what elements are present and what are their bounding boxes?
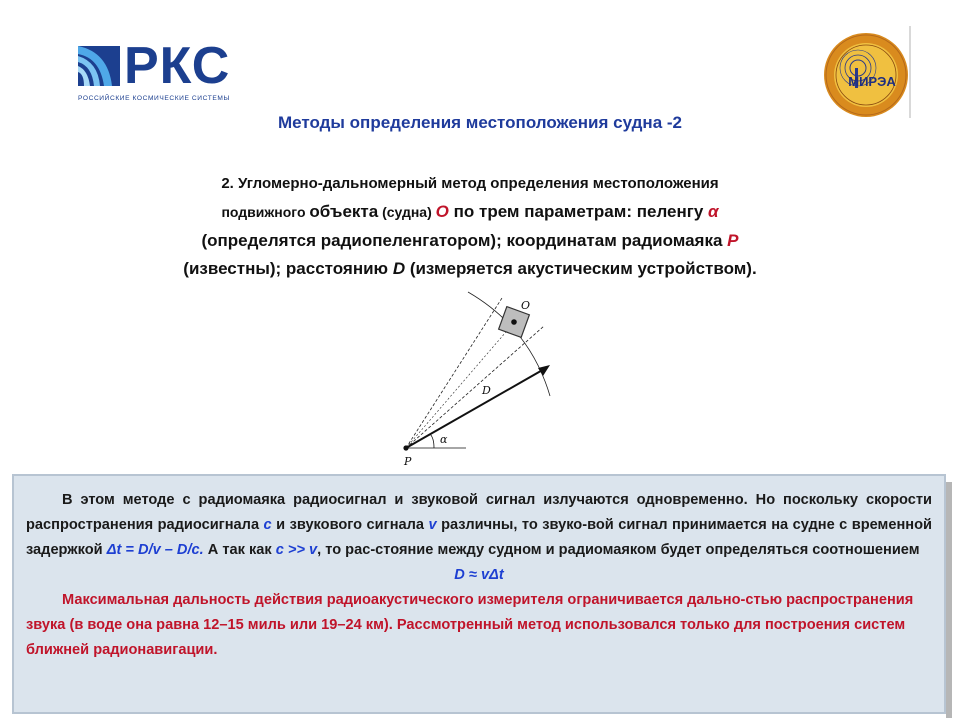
- symbol-d: D: [392, 259, 406, 278]
- symbol-o: О: [435, 202, 449, 221]
- explanation-box: [12, 474, 946, 714]
- distance-arrow: [406, 368, 546, 448]
- mirea-seal-icon: [820, 30, 914, 120]
- label-p: P: [404, 455, 412, 468]
- symbol-v: v: [428, 517, 437, 533]
- heading-text: (определятся радиопеленгатором); координатам радиомаяка: [201, 231, 728, 250]
- heading-text: (судна): [378, 204, 436, 220]
- heading-line-3: [100, 227, 840, 255]
- method-heading: [100, 170, 840, 283]
- heading-text: (измеряется акустическим устройством).: [405, 259, 757, 278]
- speed-comparison: c >> v: [275, 542, 318, 558]
- distance-formula: D ≈ vΔt: [454, 567, 504, 583]
- seal-divider: [909, 26, 911, 118]
- paragraph-text: и звукового сигнала: [271, 517, 429, 533]
- distance-arrowhead: [538, 365, 550, 376]
- box-shadow: [946, 482, 952, 718]
- range-limit-paragraph: Максимальная дальность действия радиоакустического измерителя ограничивается дально-стью распространения звука (в воде она равна 12–15 миль или 19–24 км). Рассмотренный метод использовался только для построения систем ближней радионавигации.: [26, 592, 914, 658]
- heading-line-1: 2. Угломерно-дальномерный метод определения местоположения: [221, 175, 719, 192]
- ship-point: [511, 319, 517, 325]
- explanation-text: [26, 488, 932, 663]
- sector-line-right: [406, 326, 544, 448]
- mirea-seal-text: МИРЭА: [848, 74, 896, 89]
- delay-formula: Δt = D/v – D/c.: [106, 542, 204, 558]
- heading-line-4: [100, 255, 840, 283]
- heading-line-2: [100, 198, 840, 227]
- sector-line-mid: [406, 318, 518, 448]
- sector-line-left: [406, 298, 502, 448]
- explanation-paragraph: [26, 488, 932, 563]
- symbol-alpha: α: [708, 202, 719, 221]
- angle-arc: [430, 434, 434, 448]
- rks-logo-subtitle: РОССИЙСКИЕ КОСМИЧЕСКИЕ СИСТЕМЫ: [78, 95, 230, 102]
- paragraph-text: различны, то звуко-вой сигнал принимается на судне с временной задержкой: [26, 517, 932, 558]
- paragraph-text: , то рас-стояние между судном и радиомаяком будет определяться соотношением: [317, 542, 920, 558]
- paragraph-text: В этом методе с радиомаяка радиосигнал и звуковой сигнал излучаются одновременно. Но поскольку скорости распространения радиосигнала: [26, 492, 932, 533]
- symbol-c: с: [263, 517, 272, 533]
- label-alpha: α: [440, 433, 448, 446]
- heading-text: по трем параметрам: пеленгу: [448, 202, 708, 221]
- label-o: O: [521, 299, 531, 312]
- paragraph-text: А так как: [203, 542, 276, 558]
- symbol-p: Р: [727, 231, 739, 250]
- heading-text: (известны); расстоянию: [183, 259, 393, 278]
- beacon-point: [403, 445, 408, 450]
- page-title: Методы определения местоположения судна -2: [277, 113, 682, 132]
- label-d: D: [482, 384, 491, 397]
- heading-text: объекта: [309, 202, 379, 221]
- rks-logo: [78, 37, 248, 104]
- heading-text: подвижного: [221, 204, 310, 220]
- bearing-distance-diagram: [390, 288, 570, 470]
- rks-logo-mark-icon: [78, 42, 120, 86]
- rks-logo-text: РКС: [124, 37, 231, 95]
